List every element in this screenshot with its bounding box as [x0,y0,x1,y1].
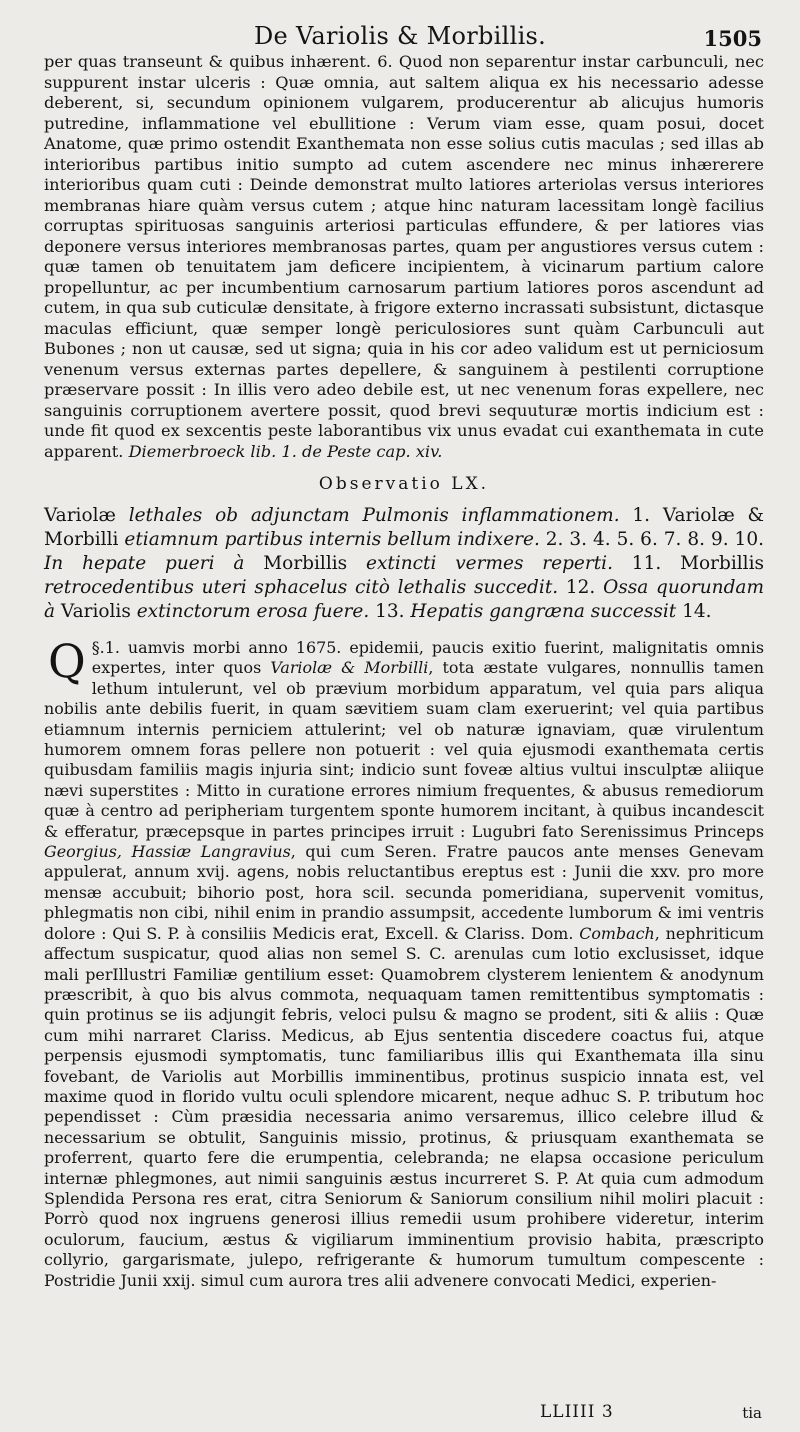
main-text: uamvis morbi anno 1675. epidemii, paucis exitio fuerint, malignitatis omnis expertes, inter quos [91,638,764,678]
page-number: 1505 [703,26,762,51]
main-text: , qui cum Seren. Fratre paucos ante menses Genevam appulerat, annum xvij. agens, nobis reluctantibus ereptus est : Junii die xxv. pro more mensæ accubuit; bihorio post, hora scil. secunda pomeridiana, supervenit vomitus, phlegmatis non cibi, nihil enim in prandio assumpsit, accedente lumborum & imi ventris dolore : Qui S. P. à consiliis Medicis erat, Excell. & Clariss. Dom. [44,842,764,943]
summary-part: lethales ob adjunctam Pulmonis inflammationem. [128,505,620,526]
top-paragraph-text: per quas transeunt & quibus inhærent. 6. Quod non separentur instar carbunculi, nec suppurent instar ulceris : Quæ omnia, aut saltem aliqua ex his necessario adesse deberent, si, secundum opinionem vulgarem, producerentur ab alicujus humoris putredine, inflammatione vel ebullitione : Verum viam esse, quam posui, docet Anatome, quæ primo ostendit Exanthemata non esse solius cutis maculas ; sed illas ab interioribus partibus initio sumpto ad cutem ascendere nec minus inhærerere interioribus quam cuti : Deinde demonstrat multo latiores arteriolas versus interiores membranas hiare quàm versus cutem ; atque hinc naturam lacessitam longè facilius corruptas spirituosas sanguinis arteriosi particulas effundere, & per latiores vias deponere versus interiores membranosas partes, quam per angustiores versus cutem : quæ tamen ob tenuitatem jam deficere incipientem, à vicinarum partium calore propelluntur, ac per incumbentium carnosarum partium latiores poros ascendunt ad cutem, in qua sub cuticulæ densitate, à frigore externo incrassati subsistunt, dictasque maculas efficiunt, quæ semper longè periculosiores sunt quàm Carbunculi aut Bubones ; non ut causæ, sed ut signa; quia in his cor adeo validum est ut perniciosum venenum versus externas partes depellere, & sanguinem à pestilenti corruptione præservare possit : In illis vero adeo debile est, ut nec venenum foras expellere, nec sanguinis corruptionem avertere possit, quod brevi sequuturæ mortis indicium est : unde fit quod ex sexcentis peste laborantibus vix unus evadat cui exanthemata in cute apparent. [44,52,764,461]
running-title: De Variolis & Morbillis. [254,22,547,50]
summary-part: extinctorum erosa fuere. [136,601,370,622]
main-paragraph [44,634,765,1291]
main-text-italic: Variolæ & Morbilli [270,658,429,678]
section-mark: §.1. [91,638,120,657]
summary-part: In hepate pueri à [44,553,264,574]
page-header [44,22,764,52]
main-text: , nephriticum affectum suspicatur, quod alias non semel S. C. arenulas cum lotio exclusisset, idque mali perIllustri Familiæ gentilium esset: Quamobrem clysterem lenientem & anodynum præscribit, à quo bis alvus commota, nequaquam tamen remittentibus symptomatis : quin protinus se iis adjungit febris, veloci pulsu & magno se prodent, siti & aliis : Quæ cum mihi narraret Clariss. Medicus, ab Ejus sententia discedere coactus fui, atque perpensis ejusmodi symptomatis, tunc familiaribus illis qui Exanthemata illa sinu fovebant, de Variolis aut Morbillis imminentibus, protinus suspicio innata est, vel maxime quod in florido vultu oculi splendore micarent, neque adhuc S. P. tributum hoc pependisset : Cùm præsidia necessaria animo versaremus, illico celebre illud & necessarium se obtulit, Sanguinis missio, protinus, & priusquam exanthemata se proferrent, quarto fere die erumpentia, celebranda; ne elapsa occasione periculum internæ phlegmones, aut nimii sanguinis æstus incurreret S. P. At quia cum admodum Splendida Persona res erat, citra Seniorum & Saniorum consilium nihil moliri placuit : Porrò quod nox ingruens generosi illius remedii usum prohibere videretur, interim oculorum, faucium, æstus & vigiliarum imminentium provisio habita, præscripto collyrio, gargarismate, julepo, refrigerante & humorum tumultum compescente : Postridie Junii xxij. simul cum aurora tres alii advenere convocati Medici, experien- [44,923,764,1290]
citation: Diemerbroeck lib. 1. de Peste cap. xiv. [128,441,443,461]
observation-summary [44,504,764,624]
summary-part: 11. Morbillis [612,553,764,574]
page-footer [0,1398,800,1422]
summary-part: Variolis [60,601,137,622]
summary-part: 1. Variolæ & Morbilli [44,505,764,550]
summary-part: 2. 3. 4. 5. 6. 7. 8. 9. 10. [539,529,764,550]
catchword: tia [742,1404,762,1422]
drop-cap: Q [48,634,86,688]
summary-part: etiamnum partibus internis bellum indixere. [124,529,540,550]
summary-part: 13. [369,601,411,622]
top-paragraph [44,52,764,462]
observation-heading: Observatio LX. [318,474,490,494]
summary-part: retrocedentibus uteri sphacelus citò lethalis succedit. [44,577,559,598]
summary-part: Morbillis [263,553,367,574]
main-text-italic: Georgius, Hassiæ Langravius [44,842,291,862]
summary-part: extincti vermes reperti. [366,553,613,574]
summary-part: 14. [676,601,712,622]
summary-part: Ossa quorundam à [44,577,764,622]
main-text: , tota æstate vulgares, nonnullis tamen lethum intulerunt, vel ob prævium morbidum apparatum, vel quia pars aliqua nobilis ante debilis fuerit, in quam sævitiem suam clam exeruerint; vel quia partibus etiamnum internis perniciem attulerint; vel ob naturæ ignaviam, quæ virulentum humorem omnem foras pellere non potuerit : vel quia ejusmodi exanthemata certis quibusdam familiis magis injuria sint; indicio sunt foveæ altius vultui insculptæ aliique nævi superstites : Mitto in curatione errores nimium frequentes, & abusus remediorum quæ à centro ad peripheriam turgentem sponte humorem incitant, à quibus incandescit & efferatur, præcepsque in partes principes irruit : Lugubri fato Serenissimus Princeps [44,658,765,841]
summary-part: Variolæ [44,505,129,526]
summary-part: 12. [558,577,604,598]
signature-mark: LLIIII 3 [540,1402,614,1422]
main-text-italic: Combach [579,923,655,943]
summary-part: Hepatis gangræna successit [410,601,677,622]
